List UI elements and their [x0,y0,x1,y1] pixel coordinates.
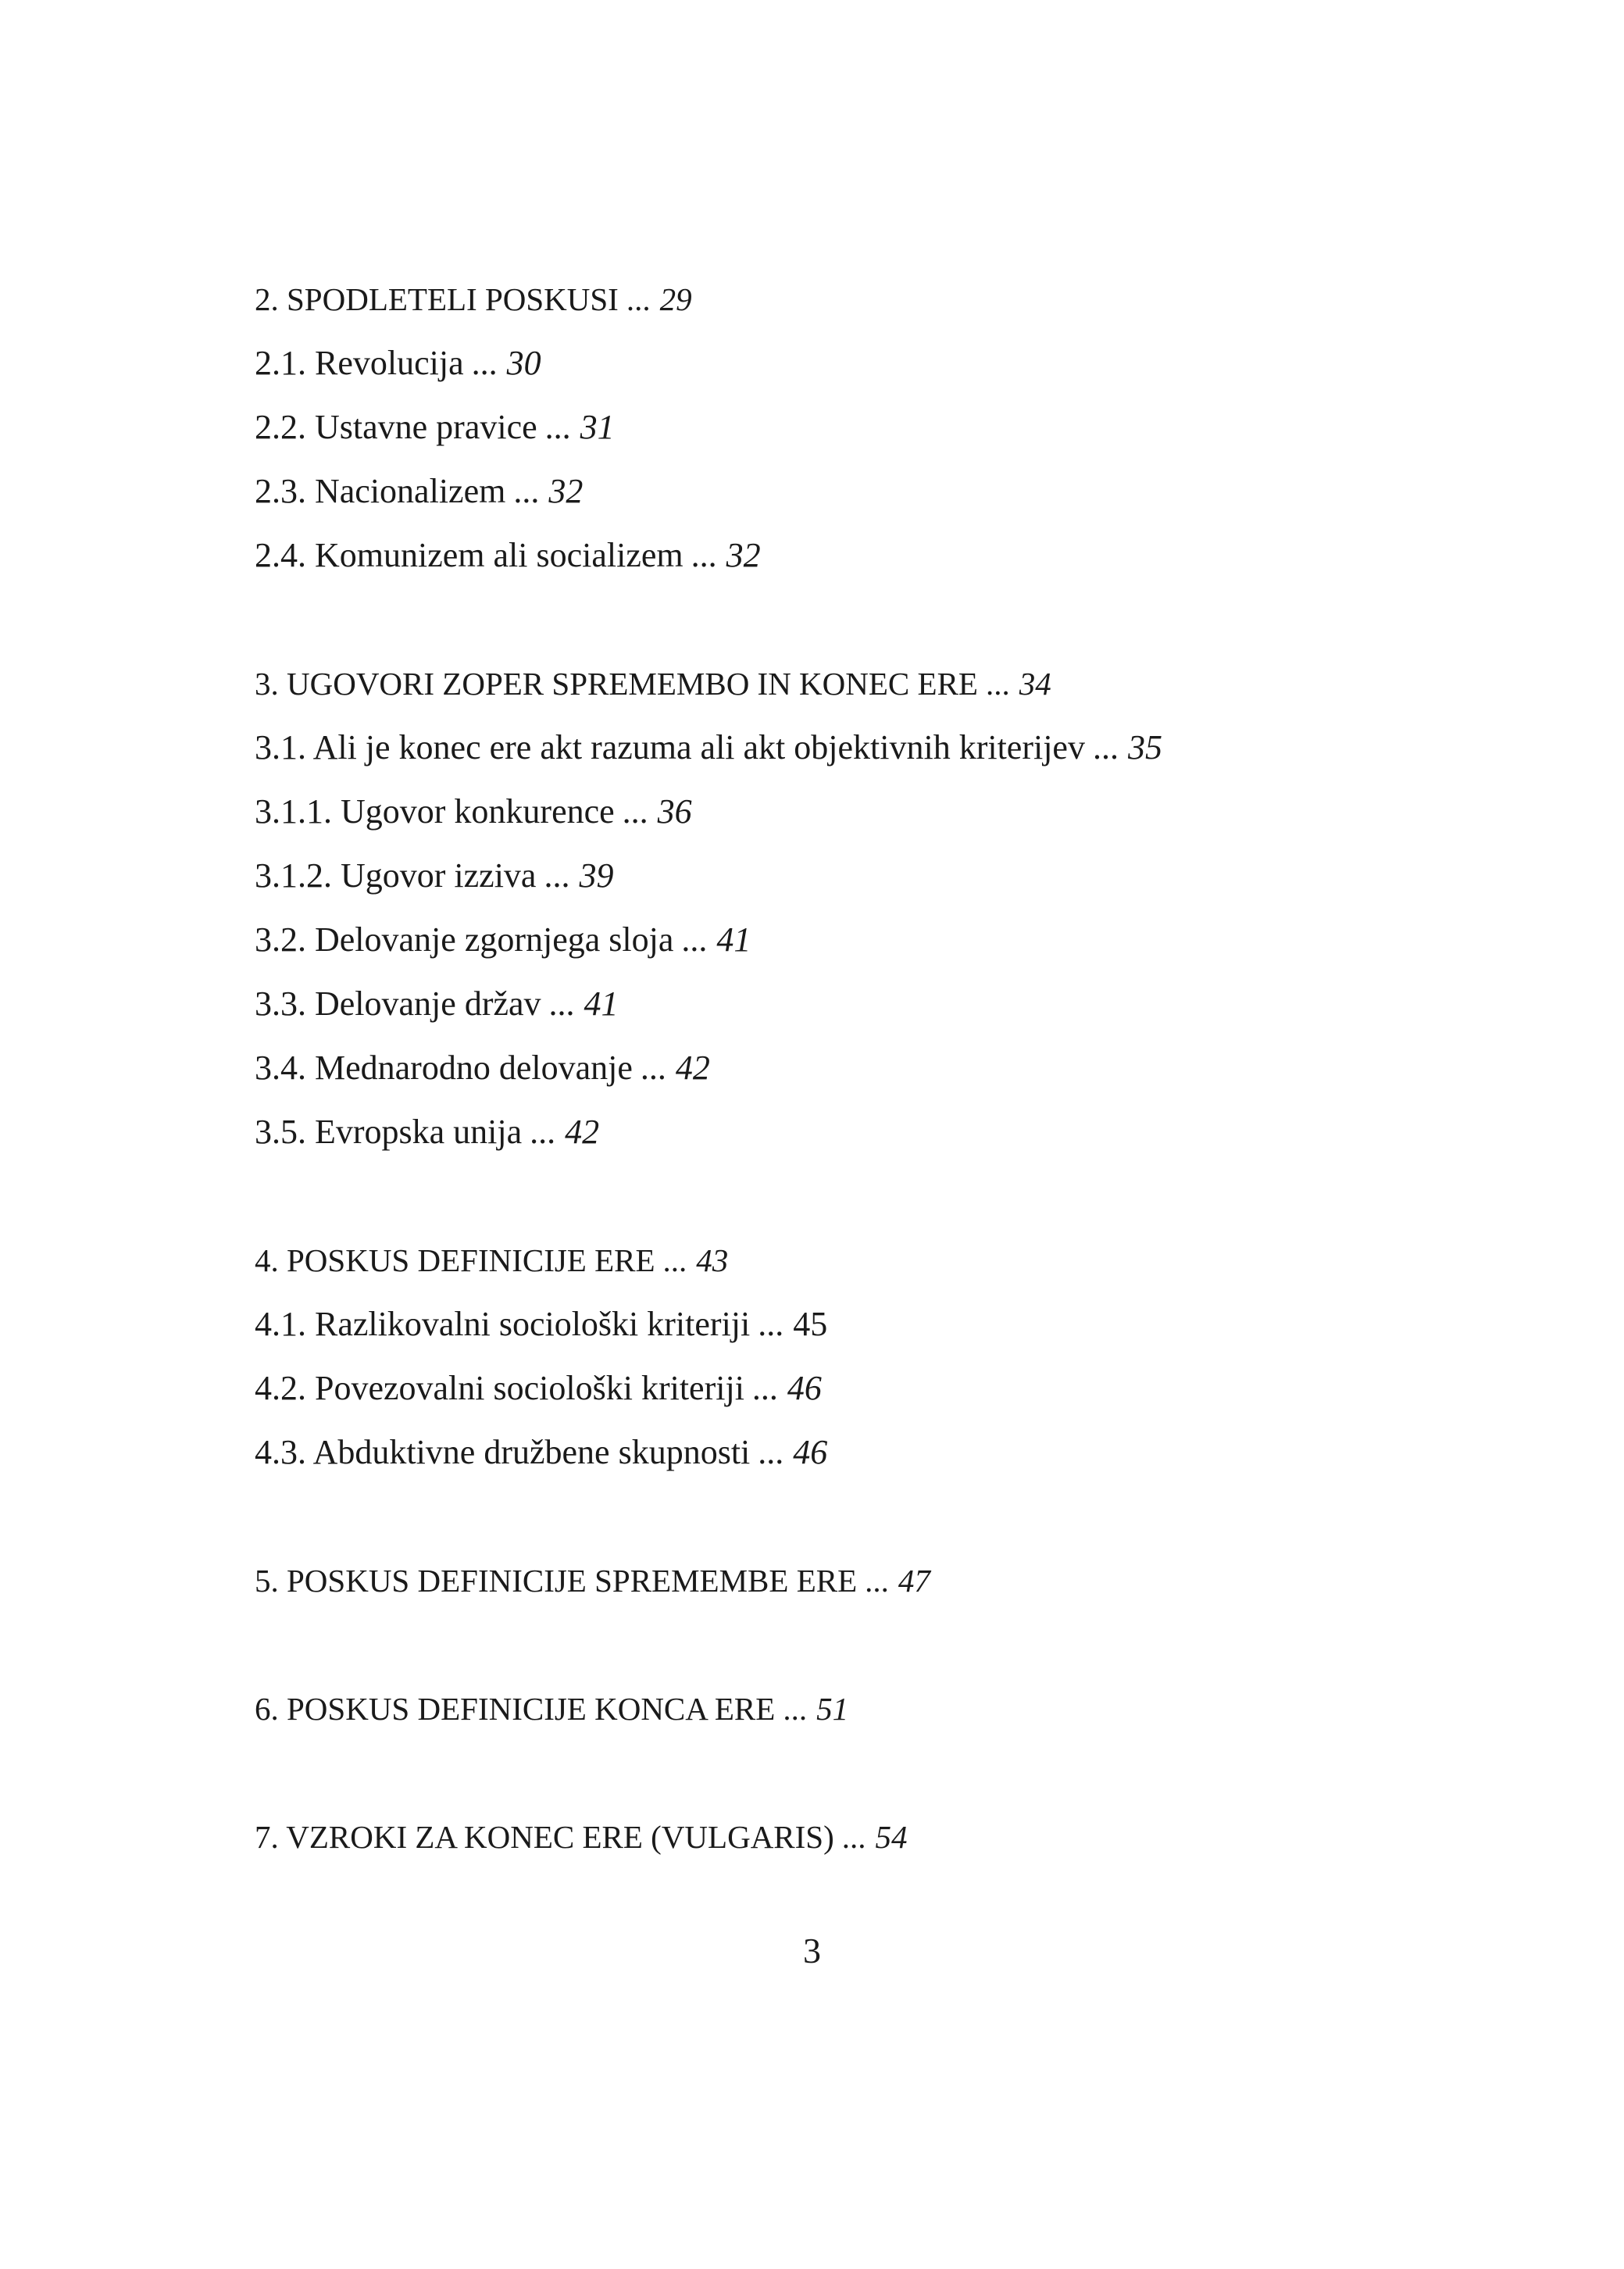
toc-entry [255,716,1426,780]
toc-entry [255,1036,1426,1100]
toc-entry [255,1356,1426,1420]
toc-entry-title: 3.5. Evropska unija [255,1113,523,1151]
toc-entry-dots: ... [513,472,540,510]
toc-entry-page: 46 [793,1433,828,1471]
toc-entry-dots: ... [681,920,708,959]
toc-entry-page: 36 [657,792,692,831]
toc-entry [255,908,1426,972]
toc-entry-dots: ... [758,1305,784,1343]
toc-entry [255,523,1426,588]
toc-entry [255,1100,1426,1164]
toc-entry-page: 29 [659,281,692,317]
toc-entry-dots: ... [544,856,570,895]
toc-entry-dots: ... [1092,728,1119,766]
toc-entry-page: 41 [584,984,619,1023]
toc-entry [255,1549,1426,1613]
toc-entry-title: 2.2. Ustavne pravice [255,408,537,446]
toc-entry-page: 35 [1127,728,1162,766]
toc-entry-title: 3.2. Delovanje zgornjega sloja [255,920,674,959]
toc-entry-title: 4.3. Abduktivne družbene skupnosti [255,1433,751,1471]
toc-entry-title: 3.1.1. Ugovor konkurence [255,792,615,831]
toc-entry-title: 2.3. Nacionalizem [255,472,506,510]
toc-entry [255,1420,1426,1485]
toc-entry-page: 47 [898,1563,930,1599]
toc-entry-title: 3.1. Ali je konec ere akt razuma ali akt objektivnih kriterijev [255,728,1085,766]
toc-entry-title: 2. SPODLETELI POSKUSI [255,281,619,317]
toc-entry-page: 43 [696,1242,729,1278]
toc-entry-page: 42 [675,1049,710,1087]
toc-entry-page: 45 [793,1305,828,1343]
toc-entry-page: 42 [565,1113,600,1151]
toc-entry [255,972,1426,1036]
toc-entry-page: 32 [548,472,584,510]
toc-entry [255,652,1426,716]
toc-entry-title: 3.1.2. Ugovor izziva [255,856,537,895]
toc-entry [255,1228,1426,1292]
toc-entry-dots: ... [548,984,575,1023]
toc-entry [255,1292,1426,1356]
toc-entry-page: 31 [580,408,615,446]
toc-entry-dots: ... [471,344,498,382]
toc-entry-dots: ... [640,1049,666,1087]
toc-entry-dots: ... [662,1242,687,1278]
toc-entry-dots: ... [758,1433,784,1471]
toc-entry-dots: ... [691,536,717,574]
toc-entry [255,780,1426,844]
toc-entry-page: 51 [816,1691,849,1727]
toc-entry-dots: ... [783,1691,808,1727]
toc-entry-title: 7. VZROKI ZA KONEC ERE (VULGARIS) [255,1819,834,1855]
toc-entry [255,1677,1426,1741]
toc-entry [255,331,1426,395]
toc-entry-page: 32 [726,536,761,574]
page-number: 3 [803,1931,821,1971]
toc-entry-title: 6. POSKUS DEFINICIJE KONCA ERE [255,1691,776,1727]
toc-entry-page: 30 [506,344,541,382]
toc-entry-title: 2.1. Revolucija [255,344,464,382]
toc-entry-page: 54 [875,1819,908,1855]
toc-entry [255,395,1426,459]
toc-entry-title: 5. POSKUS DEFINICIJE SPREMEMBE ERE [255,1563,858,1599]
toc-entry-dots: ... [544,408,571,446]
toc-entry [255,459,1426,523]
toc-entry-dots: ... [530,1113,556,1151]
toc-entry-page: 34 [1019,666,1051,702]
toc-entry-dots: ... [985,666,1010,702]
toc-entry [255,844,1426,908]
toc-entry-dots: ... [626,281,651,317]
toc-entry [255,267,1426,331]
toc-entry-title: 3.3. Delovanje držav [255,984,541,1023]
toc-entry-title: 2.4. Komunizem ali socializem [255,536,684,574]
toc-entry-page: 39 [579,856,614,895]
toc-entry-dots: ... [622,792,648,831]
toc-entry-title: 3. UGOVORI ZOPER SPREMEMBO IN KONEC ERE [255,666,978,702]
toc-entry-title: 3.4. Mednarodno delovanje [255,1049,633,1087]
toc-entry-page: 46 [787,1369,822,1407]
toc-entry-title: 4.1. Razlikovalni sociološki kriteriji [255,1305,751,1343]
toc-entry [255,1805,1426,1869]
toc-entry-dots: ... [841,1819,866,1855]
toc-entry-dots: ... [751,1369,778,1407]
toc-entry-page: 41 [716,920,751,959]
toc-entry-dots: ... [865,1563,889,1599]
toc-entry-title: 4.2. Povezovalni sociološki kriteriji [255,1369,744,1407]
toc-entry-title: 4. POSKUS DEFINICIJE ERE [255,1242,655,1278]
table-of-contents [255,267,1426,1869]
